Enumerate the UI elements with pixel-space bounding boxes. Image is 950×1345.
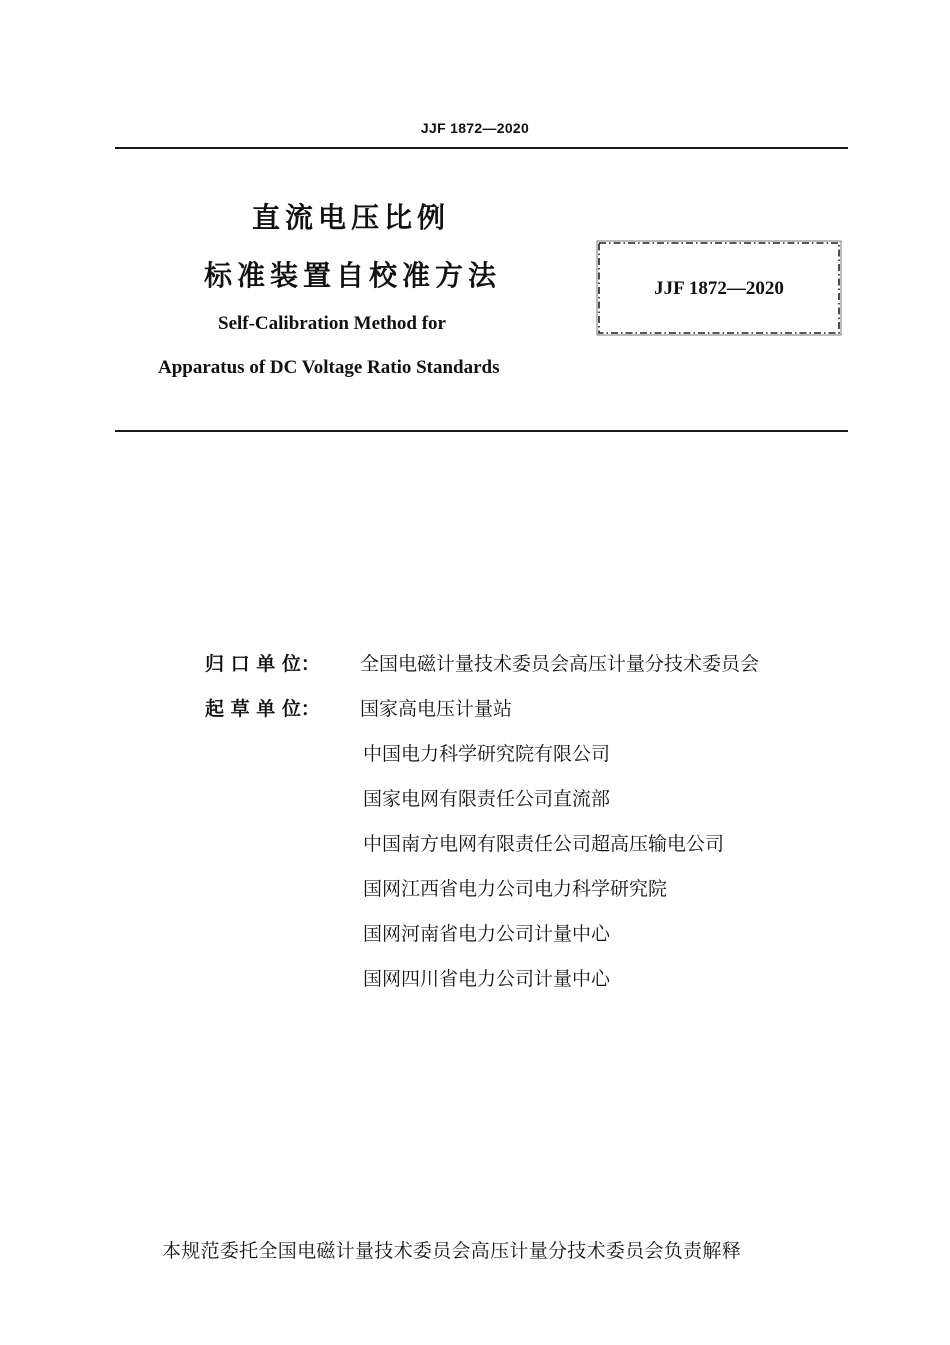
title-zh-line2: 标准装置自校准方法	[204, 259, 502, 292]
responsible-unit-row	[205, 649, 759, 676]
drafting-unit-item: 国网河南省电力公司计量中心	[363, 923, 611, 945]
drafting-unit-item: 国家电网有限责任公司直流部	[363, 788, 611, 810]
top-rule	[115, 147, 848, 149]
drafting-unit-item: 中国南方电网有限责任公司超高压输电公司	[363, 833, 725, 855]
code-box	[594, 238, 844, 338]
title-en-line1: Self-Calibration Method for	[218, 313, 446, 334]
running-header-code: JJF 1872—2020	[420, 120, 530, 136]
drafting-unit-item: 国家高电压计量站	[360, 698, 513, 720]
drafting-unit-row	[205, 694, 512, 721]
responsible-unit-label: 归 口 单 位：	[205, 653, 320, 675]
drafting-unit-item: 国网江西省电力公司电力科学研究院	[363, 878, 668, 900]
code-box-text: JJF 1872—2020	[654, 278, 784, 299]
title-en-line2: Apparatus of DC Voltage Ratio Standards	[158, 357, 500, 378]
drafting-unit-label: 起 草 单 位：	[205, 698, 320, 720]
responsible-unit-value: 全国电磁计量技术委员会高压计量分技术委员会	[360, 653, 760, 675]
bottom-rule	[115, 430, 848, 432]
drafting-unit-item: 国网四川省电力公司计量中心	[363, 968, 611, 990]
title-zh-line1: 直流电压比例	[252, 201, 451, 234]
drafting-unit-item: 中国电力科学研究院有限公司	[363, 743, 611, 765]
interpretation-note: 本规范委托全国电磁计量技术委员会高压计量分技术委员会负责解释	[162, 1240, 742, 1262]
